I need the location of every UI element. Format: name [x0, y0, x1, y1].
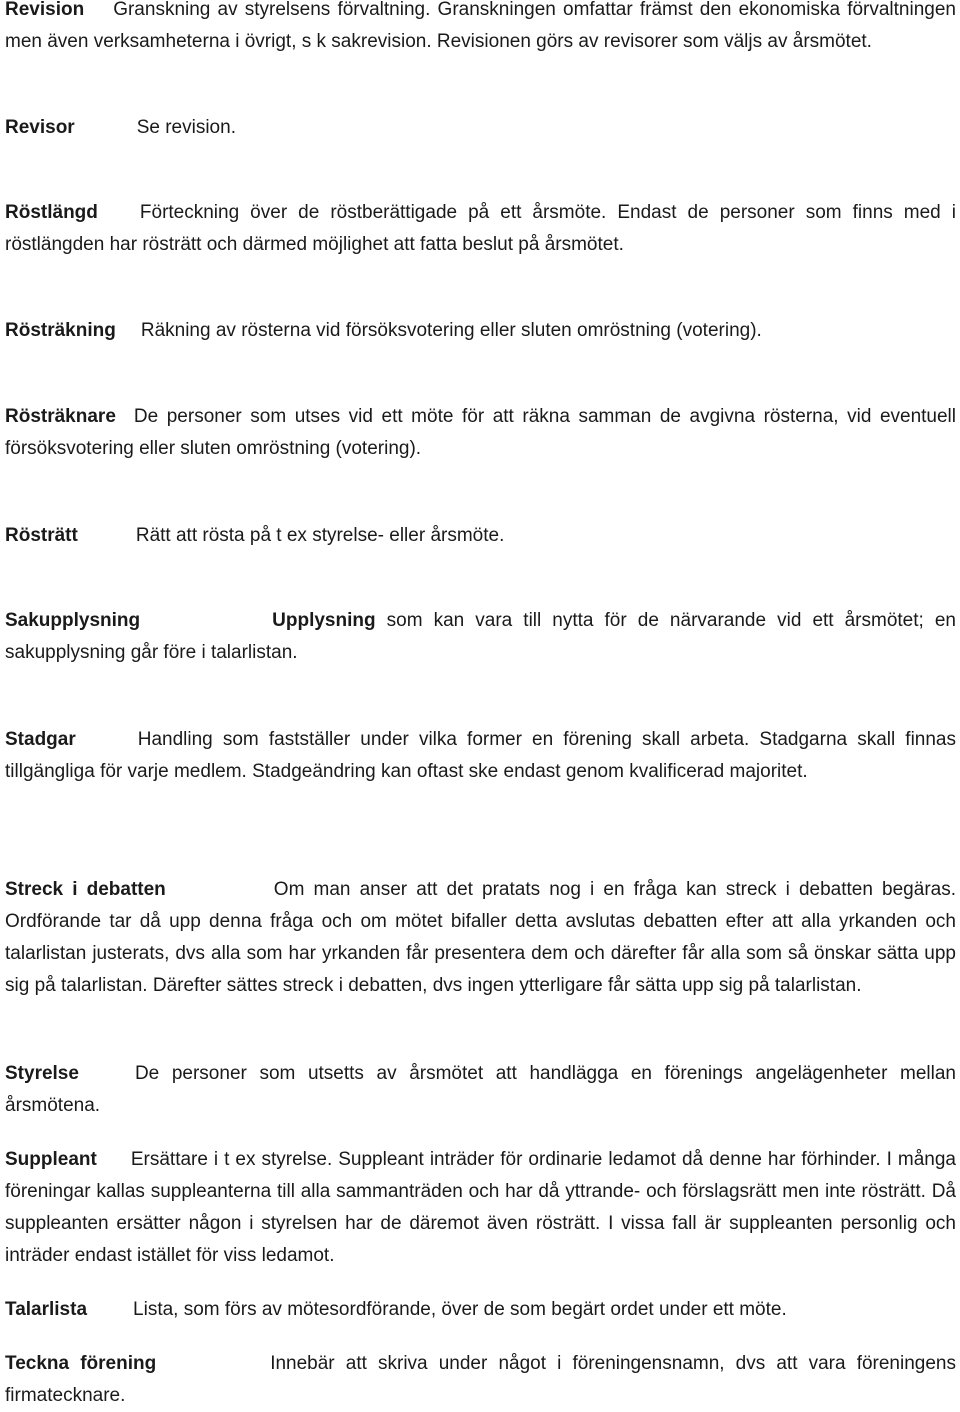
definition-rostratt: Rätt att rösta på t ex styrelse- eller årsmöte. — [135, 525, 505, 546]
definition-talarlista: Lista, som förs av mötesordförande, över de som begärt ordet under ett möte. — [133, 1299, 787, 1320]
definition-sakupplysning-lead: Upplysning — [272, 610, 376, 631]
entry-revision — [5, 0, 956, 58]
term-revision: Revision — [5, 0, 85, 20]
term-revisor: Revisor — [5, 117, 75, 138]
entry-paragraph — [5, 0, 956, 58]
entry-revisor — [5, 112, 956, 144]
entry-streck-i-debatten — [5, 874, 956, 1002]
term-teckna-forening: Teckna förening — [5, 1353, 157, 1374]
term-stadgar: Stadgar — [5, 729, 76, 750]
term-rostrakning: Rösträkning — [5, 320, 116, 341]
definition-stadgar: Handling som fastställer under vilka former en förening skall arbeta. Stadgarna skall finnas tillgängliga för varje medlem. Stadgeändring kan oftast ske endast genom kvalificerad majoritet. — [5, 729, 956, 782]
entry-rostlangd — [5, 197, 956, 261]
definition-styrelse: De personer som utsetts av årsmötet att handlägga en förenings angelägenheter mellan årsmötena. — [5, 1063, 956, 1116]
term-talarlista: Talarlista — [5, 1299, 88, 1320]
definition-sakupplysning: som kan vara till nytta för de närvarande vid ett årsmötet; en sakupplysning går före i talarlistan. — [5, 610, 956, 663]
term-rostraknare: Rösträknare — [5, 406, 116, 427]
entry-sakupplysning — [5, 605, 956, 669]
definition-suppleant: Ersättare i t ex styrelse. Suppleant inträder för ordinarie ledamot då denne har förhinder. I många föreningar kallas suppleanterna till alla sammanträden och har då yttrande- och förslagsrätt men inte rösträtt. Då suppleanten ersätter någon i styrelsen har de däremot även rösträtt. I vissa fall är suppleanten personlig och inträder endast istället för viss ledamot. — [5, 1149, 956, 1266]
definition-revision: Granskning av styrelsens förvaltning. Granskningen omfattar främst den ekonomiska förvaltningen men även verksamheterna i övrigt, s k sakrevision. Revisionen görs av revisorer som väljs av årsmötet. — [5, 0, 956, 52]
entry-paragraph — [5, 112, 956, 144]
definition-rostlangd: Förteckning över de röstberättigade på ett årsmöte. Endast de personer som finns med i röstlängden har rösträtt och därmed möjlighet att fatta beslut på årsmötet. — [5, 202, 956, 255]
definition-streck-i-debatten: Om man anser att det pratats nog i en fråga kan streck i debatten begäras. Ordförande tar då upp denna fråga och om mötet bifaller detta avslutas debatten efter att alla yrkanden och talarlistan justerats, dvs alla som har yrkanden får presentera dem och därefter får alla som så önskar sätta upp sig på talarlistan. Därefter sättes streck i debatten, dvs ingen ytterligare får sätta upp sig på talarlistan. — [5, 879, 956, 996]
entry-suppleant — [5, 1144, 956, 1272]
definition-rostraknare: De personer som utses vid ett möte för att räkna samman de avgivna rösterna, vid eventuell försöksvotering eller sluten omröstning (votering). — [5, 406, 956, 459]
entry-paragraph — [5, 1144, 956, 1272]
entry-rostraknare — [5, 401, 956, 465]
term-rostratt: Rösträtt — [5, 525, 78, 546]
entry-styrelse — [5, 1058, 956, 1122]
definition-revisor: Se revision. — [136, 117, 236, 138]
entry-rostratt — [5, 520, 956, 552]
entry-paragraph — [5, 1294, 956, 1326]
entry-paragraph — [5, 1058, 956, 1122]
term-sakupplysning: Sakupplysning — [5, 610, 141, 631]
entry-paragraph — [5, 605, 956, 669]
definition-teckna-forening: Innebär att skriva under något i föreningensnamn, dvs att vara föreningens firmatecknare. — [5, 1353, 956, 1406]
entry-paragraph — [5, 874, 956, 1002]
entry-paragraph — [5, 401, 956, 465]
entry-stadgar — [5, 724, 956, 788]
term-suppleant: Suppleant — [5, 1149, 97, 1170]
entry-paragraph — [5, 315, 956, 347]
entry-paragraph — [5, 1348, 956, 1412]
entry-paragraph — [5, 724, 956, 788]
entry-paragraph — [5, 520, 956, 552]
entry-talarlista — [5, 1294, 956, 1326]
term-styrelse: Styrelse — [5, 1063, 79, 1084]
term-streck-i-debatten: Streck i debatten — [5, 879, 166, 900]
entry-teckna-forening — [5, 1348, 956, 1412]
entry-paragraph — [5, 197, 956, 261]
entry-rostrakning — [5, 315, 956, 347]
definition-rostrakning: Räkning av rösterna vid försöksvotering eller sluten omröstning (votering). — [140, 320, 762, 341]
term-rostlangd: Röstlängd — [5, 202, 98, 223]
